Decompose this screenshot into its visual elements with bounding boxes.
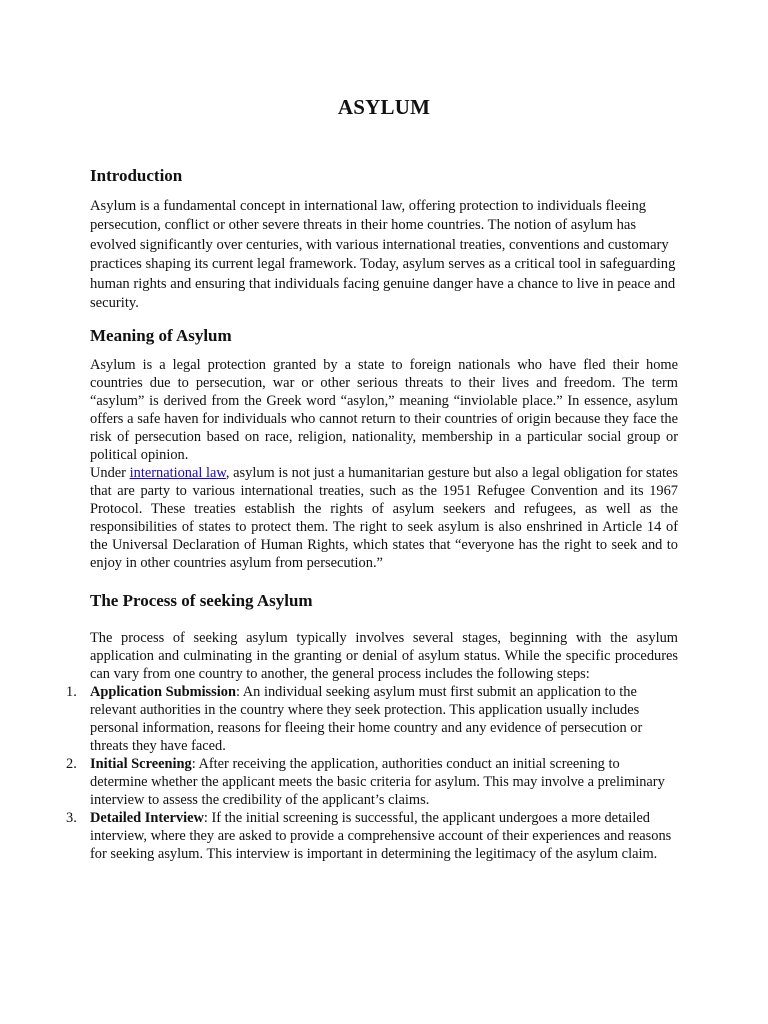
step-text: : After receiving the application, authorities conduct an initial screening to determine whether the applicant meets the basic criteria for asylum. This may involve a preliminary interview to assess the credibility of the applicant’s claims. bbox=[90, 756, 665, 809]
introduction-paragraph: Asylum is a fundamental concept in international law, offering protection to individuals fleeing persecution, conflict or other severe threats in their home countries. The notion of asylum has evolved significantly over centuries, with various international treaties, conventions and customary practices shaping its current legal framework. Today, asylum serves as a critical tool in safeguarding human rights and ensuring that individuals facing genuine danger have a chance to live in peace and security. bbox=[90, 198, 676, 312]
meaning-paragraph-2 bbox=[90, 464, 678, 572]
meaning-heading: Meaning of Asylum bbox=[90, 326, 232, 346]
list-item bbox=[66, 683, 678, 755]
introduction-heading: Introduction bbox=[90, 166, 183, 185]
list-item bbox=[66, 809, 678, 863]
step-term: Application Submission bbox=[90, 684, 236, 701]
step-text: : If the initial screening is successful, the applicant undergoes a more detailed interview, where they are asked to provide a comprehensive account of their experiences and reasons for seeking asylum. This interview is important in determining the legitimacy of the asylum claim. bbox=[90, 810, 672, 863]
process-paragraph: The process of seeking asylum typically involves several stages, beginning with the asylum application and culminating in the granting or denial of asylum status. While the specific procedures can vary from one country to another, the general process includes the following steps: bbox=[90, 630, 678, 683]
document-body bbox=[66, 164, 679, 863]
process-heading: The Process of seeking Asylum bbox=[90, 591, 313, 611]
process-steps-list bbox=[66, 683, 678, 863]
meaning-paragraph-2-text: , asylum is not just a humanitarian gesture but also a legal obligation for states that are party to various international treaties, such as the 1951 Refugee Convention and its 1967 Protocol. These treaties establish the rights of asylum seekers and refugees, as well as the responsibilities of states to protect them. The right to seek asylum is also enshrined in Article 14 of the Universal Declaration of Human Rights, which states that “everyone has the right to seek and to enjoy in other countries asylum from persecution.” bbox=[90, 465, 679, 572]
meaning-paragraph-1: Asylum is a legal protection granted by a state to foreign nationals who have fled their home countries due to persecution, war or other serious threats to their lives and freedom. The term “asylum” is derived from the Greek word “asylon,” meaning “inviolable place.” In essence, asylum offers a safe haven for individuals who cannot return to their countries of origin because they face the risk of persecution based on race, religion, nationality, membership in a particular social group or political opinion. bbox=[90, 357, 678, 464]
list-item bbox=[66, 755, 678, 809]
step-number: 1. bbox=[66, 684, 77, 701]
step-term: Initial Screening bbox=[90, 756, 192, 773]
international-law-link[interactable]: international law bbox=[129, 465, 226, 482]
step-term: Detailed Interview bbox=[90, 810, 204, 827]
meaning-paragraph-2-prefix: Under bbox=[90, 465, 130, 482]
step-number: 3. bbox=[66, 810, 77, 827]
document-title: ASYLUM bbox=[337, 95, 431, 119]
step-text: : An individual seeking asylum must first submit an application to the relevant authorities in the country where they seek protection. This application usually includes personal information, reasons for fleeing their home country and any evidence of persecution or threats they have faced. bbox=[90, 684, 643, 755]
step-number: 2. bbox=[66, 756, 77, 773]
